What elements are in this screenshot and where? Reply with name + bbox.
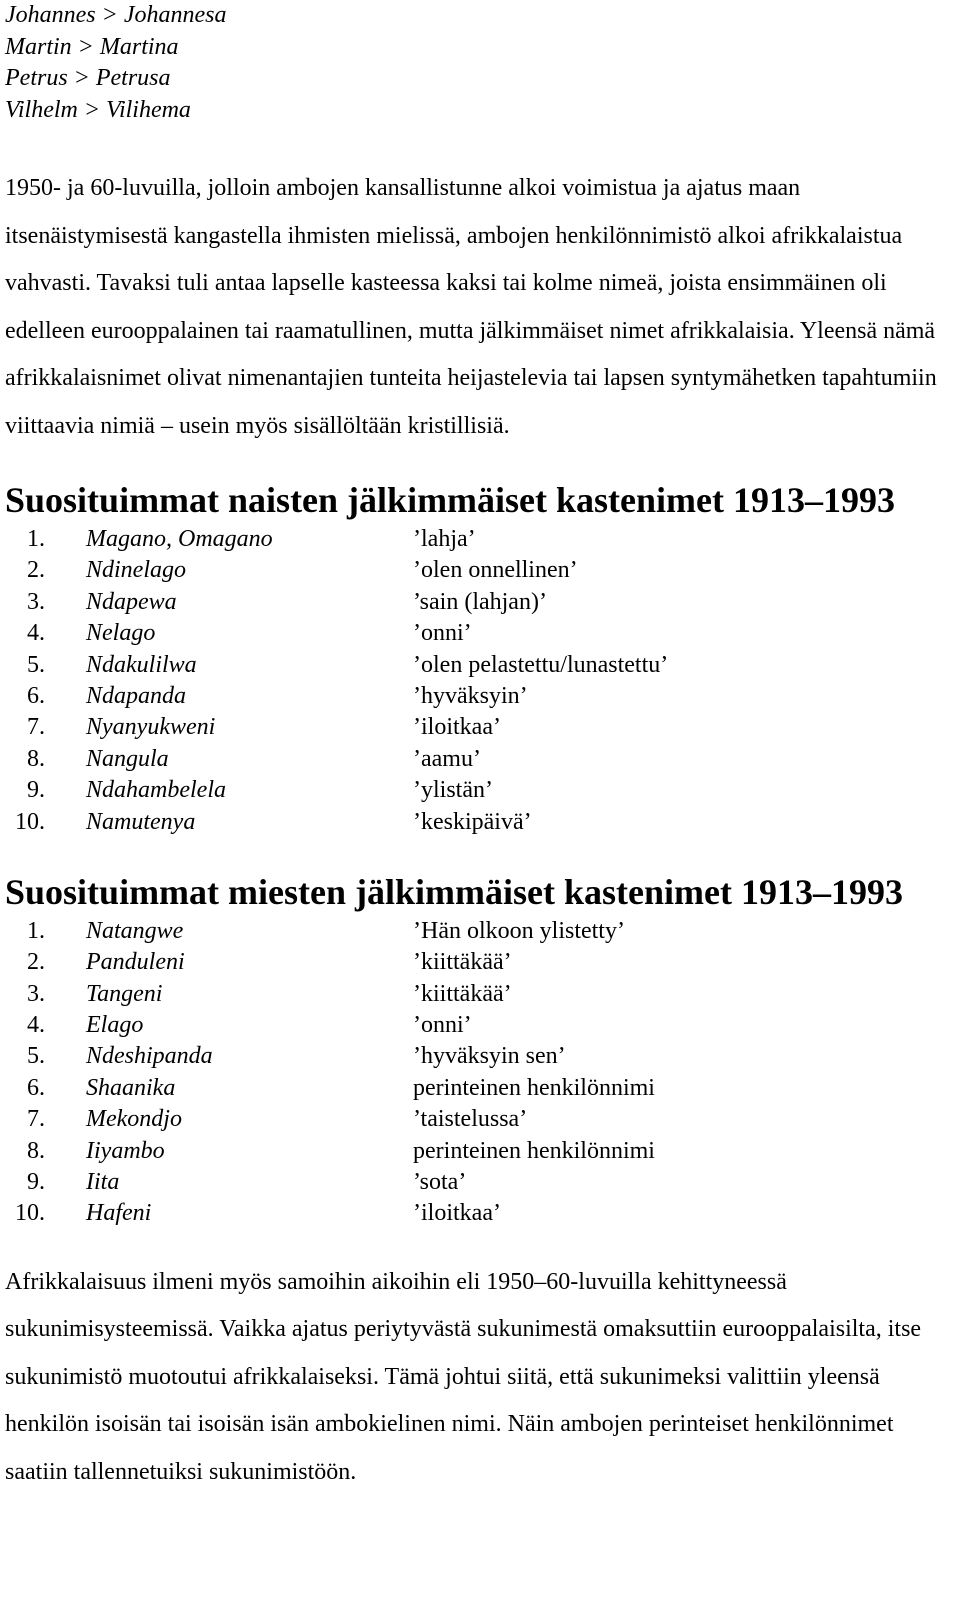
document-page: [5, 0, 950, 1496]
women-names-list: [5, 524, 950, 838]
list-item: [5, 979, 950, 1010]
item-meaning: ’iloitkaa’: [413, 1200, 501, 1227]
name-adaptation-item: Petrus > Petrusa: [5, 65, 171, 91]
name-adaptation-list: [5, 0, 950, 126]
list-item: [5, 1167, 950, 1198]
item-number: 1.: [27, 917, 45, 944]
item-number: 8.: [27, 1137, 45, 1164]
item-name: Namutenya: [86, 808, 196, 835]
item-number: 2.: [27, 557, 45, 584]
item-name: Ndakulilwa: [86, 651, 197, 678]
item-meaning: perinteinen henkilönnimi: [413, 1137, 655, 1164]
list-item: [5, 587, 950, 618]
item-number: 9.: [27, 777, 45, 804]
list-item: [5, 1073, 950, 1104]
list-item: [5, 555, 950, 586]
item-number: 7.: [27, 714, 45, 741]
item-name: Panduleni: [86, 949, 185, 976]
item-name: Ndahambelela: [86, 777, 226, 804]
item-meaning: ’hyväksyin sen’: [413, 1043, 566, 1070]
item-number: 3.: [27, 980, 45, 1007]
item-number: 1.: [27, 526, 45, 552]
item-meaning: ’kiittäkää’: [413, 949, 512, 976]
name-adaptation-item: Martin > Martina: [5, 33, 179, 60]
list-item: [5, 618, 950, 649]
paragraph-sukunimet: Afrikkalaisuus ilmeni myös samoihin aikoihin eli 1950–60-luvuilla kehittyneessä sukunimisysteemissä. Vaikka ajatus periytyvästä sukunimestä omaksuttiin eurooppalaisilta, itse sukunimistö muotoutui afrikkalaiseksi. Tämä johtui siitä, että sukunimeksi valittiin yleensä henkilön isoisän tai isoisän isän ambokielinen nimi. Näin ambojen perinteiset henkilönnimet saatiin tallennetuiksi sukunimistöön.: [5, 1268, 922, 1485]
list-item: [5, 650, 950, 681]
item-number: 2.: [27, 949, 45, 976]
men-names-list: [5, 916, 950, 1230]
list-item: [5, 712, 950, 743]
item-name: Tangeni: [86, 980, 163, 1007]
item-number: 6.: [27, 1074, 45, 1101]
item-meaning: ’lahja’: [413, 526, 476, 552]
women-names-heading: Suosituimmat naisten jälkimmäiset kastenimet 1913–1993: [5, 480, 895, 520]
item-number: 4.: [27, 620, 45, 647]
item-number: 9.: [27, 1169, 45, 1196]
item-number: 8.: [27, 745, 45, 772]
list-item: [5, 947, 950, 978]
item-number: 5.: [27, 651, 45, 678]
item-meaning: ’onni’: [413, 620, 472, 647]
item-meaning: ’hyväksyin’: [413, 682, 528, 709]
list-item: [5, 775, 950, 806]
item-meaning: ’onni’: [413, 1012, 472, 1039]
list-item: [5, 1136, 950, 1167]
item-meaning: ’kiittäkää’: [413, 980, 512, 1007]
item-number: 3.: [27, 588, 45, 615]
men-names-heading: Suosituimmat miesten jälkimmäiset kastenimet 1913–1993: [5, 871, 903, 912]
item-name: Nangula: [86, 745, 169, 772]
list-item: [5, 1041, 950, 1072]
item-number: 7.: [27, 1106, 45, 1133]
item-number: 5.: [27, 1043, 45, 1070]
item-meaning: ’iloitkaa’: [413, 714, 501, 741]
list-item: [5, 916, 950, 947]
list-item: [5, 1010, 950, 1041]
list-item: [5, 1104, 950, 1135]
item-number: 10.: [15, 808, 45, 835]
item-name: Natangwe: [86, 917, 184, 944]
item-meaning: ’ylistän’: [413, 777, 493, 804]
list-item: [5, 744, 950, 775]
item-name: Nelago: [86, 620, 156, 647]
item-meaning: ’aamu’: [413, 745, 481, 772]
item-meaning: perinteinen henkilönnimi: [413, 1074, 655, 1101]
item-name: Ndapewa: [86, 588, 177, 615]
item-name: Ndeshipanda: [86, 1043, 213, 1070]
item-meaning: ’Hän olkoon ylistetty’: [413, 917, 625, 944]
item-number: 4.: [27, 1012, 45, 1039]
item-name: Iita: [86, 1169, 120, 1196]
item-number: 6.: [27, 682, 45, 709]
item-name: Elago: [86, 1012, 144, 1039]
item-name: Ndapanda: [86, 682, 187, 709]
list-item: [5, 1198, 950, 1229]
item-name: Ndinelago: [86, 557, 186, 584]
item-name: Shaanika: [86, 1074, 176, 1101]
name-adaptation-item: Johannes > Johannesa: [5, 2, 227, 28]
list-item: [5, 807, 950, 838]
name-adaptation-item: Vilhelm > Vilihema: [5, 96, 191, 123]
list-item: [5, 681, 950, 712]
item-meaning: ’olen pelastettu/lunastettu’: [413, 651, 669, 678]
item-meaning: ’olen onnellinen’: [413, 557, 578, 584]
item-name: Nyanyukweni: [86, 714, 216, 741]
item-name: Hafeni: [86, 1200, 152, 1227]
item-name: Iiyambo: [86, 1137, 165, 1164]
paragraph-afrikkalaistuminen: 1950- ja 60-luvuilla, jolloin ambojen kansallistunne alkoi voimistua ja ajatus maan itsenäistymisestä kangastella ihmisten mielissä, ambojen henkilönnimistö alkoi afrikkalaistua vahvasti. Tavaksi tuli antaa lapselle kasteessa kaksi tai kolme nimeä, joista ensimmäinen oli edelleen eurooppalainen tai raamatullinen, mutta jälkimmäiset nimet afrikkalaisia. Yleensä nämä afrikkalaisnimet olivat nimenantajien tunteita heijastelevia tai lapsen syntymähetken tapahtumiin viittaavia nimiä – usein myös sisällöltään kristillisiä.: [5, 175, 937, 439]
item-name: Magano, Omagano: [86, 526, 273, 552]
list-item: [5, 524, 950, 555]
item-meaning: ’keskipäivä’: [413, 808, 532, 835]
item-name: Mekondjo: [86, 1106, 182, 1133]
item-meaning: ’taistelussa’: [413, 1106, 528, 1133]
item-meaning: ’sain (lahjan)’: [413, 588, 547, 615]
item-number: 10.: [15, 1200, 45, 1227]
item-meaning: ’sota’: [413, 1169, 467, 1196]
